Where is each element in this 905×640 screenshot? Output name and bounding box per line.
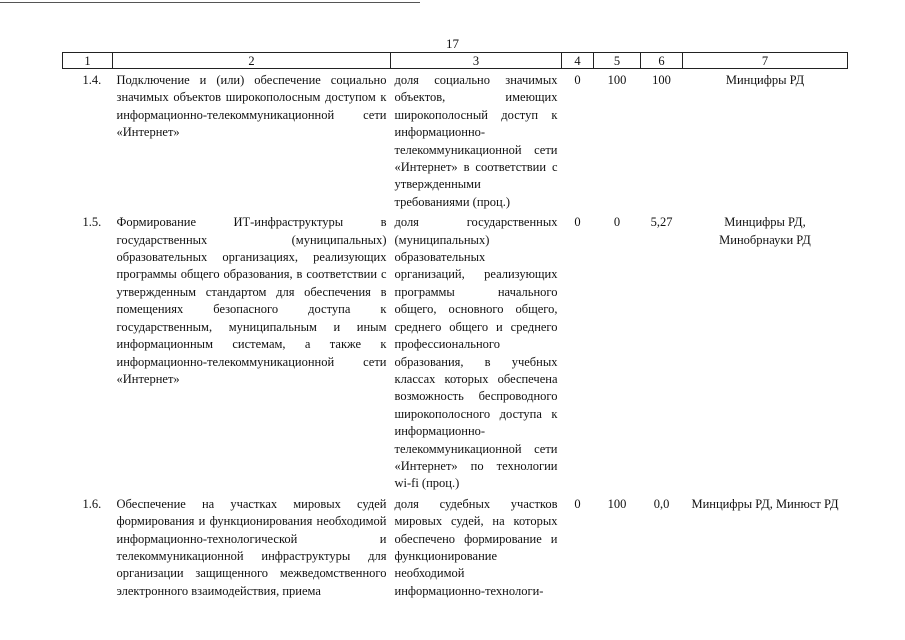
executor: Минцифры РД, Минюст РД	[691, 496, 839, 511]
column-header: 4	[562, 53, 594, 69]
column-header: 2	[113, 53, 391, 69]
row-number: 1.5.	[82, 215, 102, 230]
executor: Минцифры РД, Минобрнауки РД	[719, 215, 811, 247]
row-number: 1.6.	[82, 496, 102, 511]
column-header: 6	[641, 53, 683, 69]
indicator-description: доля социально значимых объектов, имеющих широкополосный доступ к информационно-телекоммуникационной сети «Интернет» в соответствии с утвержденными требованиями (проц.)	[394, 73, 558, 209]
table-row	[63, 69, 848, 212]
value-col4: 0	[574, 496, 581, 511]
value-col5: 0	[613, 215, 621, 230]
executor: Минцифры РД	[725, 73, 805, 87]
column-number-row	[63, 53, 848, 69]
page-top-rule	[0, 2, 420, 3]
column-header: 1	[63, 53, 113, 69]
measure-description: Формирование ИТ-инфраструктуры в государственных (муниципальных) образовательных организациях, реализующих программы общего образования, в соответствии с утвержденным стандартом для обеспечения в помещениях безопасного доступа к государственным, муниципальным и иным информационным системам, а также к информационно-телекоммуникационной сети «Интернет»	[116, 215, 387, 386]
value-col4: 0	[574, 73, 581, 87]
value-col6: 5,27	[650, 215, 673, 230]
table-row	[63, 211, 848, 493]
table-row	[63, 493, 848, 600]
value-col6: 100	[652, 73, 671, 87]
measure-description: Подключение и (или) обеспечение социально значимых объектов широкополосным доступом к информационно-телекоммуникационной сети «Интернет»	[116, 73, 387, 140]
column-header: 7	[683, 53, 848, 69]
indicator-description: доля судебных участков мировых судей, на которых обеспечено формирование и функционирование необходимой информационно-технологи-	[394, 496, 558, 598]
value-col5: 100	[607, 73, 627, 87]
value-col4: 0	[574, 215, 581, 230]
row-number: 1.4.	[82, 73, 102, 87]
program-table	[62, 52, 848, 600]
column-header: 3	[391, 53, 562, 69]
value-col6: 0,0	[653, 496, 670, 511]
value-col5: 100	[607, 496, 627, 511]
indicator-description: доля государственных (муниципальных) образовательных организаций, реализующих программы начального общего, основного общего, среднего общего и среднего профессионального образования, в учебных классах которых обеспечена возможность беспроводного широкополосного доступа к информационно-телекоммуникационной сети «Интернет» по технологии wi-fi (проц.)	[394, 215, 558, 491]
column-header: 5	[594, 53, 641, 69]
measure-description: Обеспечение на участках мировых судей формирования и функционирования необходимой информационно-технологической и телекоммуникационной инфраструктуры для организации защищенного межведомственного электронного взаимодействия, приема	[116, 496, 387, 598]
page-number: 17	[446, 36, 459, 51]
